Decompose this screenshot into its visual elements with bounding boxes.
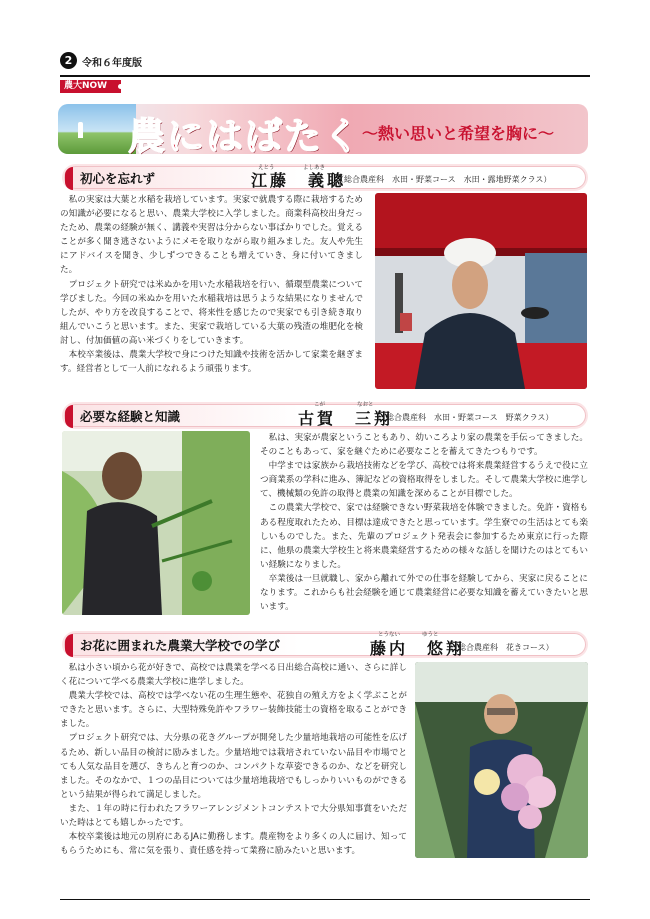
article-2-heading: 必要な経験と知識 — [80, 409, 181, 424]
article-3-body — [60, 661, 407, 858]
paragraph: 私は小さい頃から花が好きで、高校では農業を学べる日出総合高校に通い、さらに詳しく花について学べる農業大学校に進学しました。 — [60, 663, 407, 688]
paragraph: この農業大学校で、家では経験できない野菜栽培を体験できました。免許・資格もある程度取れたため、目標は達成できたと思っています。学生寮での生活はとても楽しいものでした。また、先輩のプロジェクト発表会に参加するため東京に行った際に、他県の農業大学校生と将来農業経営するための様々な話しを聞けたのはとてもいい経験になりました。 — [260, 503, 588, 570]
page-number: 2 — [60, 52, 77, 69]
page-subtitle: 〜熱い思いと希望を胸に〜 — [362, 124, 555, 143]
paragraph: 私の実家は大葉と水稲を栽培しています。実家で就農する際に栽培するための知識が必要になると思い、農業大学校に入学しました。商業科高校出身だったため、農業の経験が無く、講義や実習は分からない事ばかりでした。覚えることが多く聞き逃さないようにメモを取りながら取り組みました。友人や先生にアドバイスを聞き、少しずつできることも増えていき、身に付いてきました。 — [60, 195, 363, 276]
article-3-heading: お花に囲まれた農業大学校での学び — [80, 638, 281, 653]
section-tag-dot — [118, 84, 123, 89]
article-3-affiliation: （総合農産科 花きコース） — [450, 643, 554, 652]
paragraph: プロジェクト研究では米ぬかを用いた水稲栽培を行い、循環型農業について学びました。今回の米ぬかを用いた水稲栽培は思うような結果になりませんでしたが、やり方を改良することで、将来性を感じたので実家でも引き続き取り組んでいこうと思います。また、実家で栽培している大葉の残渣の堆肥化を検討し、付加価値の高い米づくりをしていきます。 — [60, 279, 363, 346]
article-3-author-name: 藤内 悠翔 — [370, 639, 466, 658]
article-2-affiliation: （総合農産科 水田・野菜コース 野菜クラス） — [378, 413, 554, 422]
paragraph: 中学までは家族から栽培技術などを学び、高校では将来農業経営するうえで役に立つ商業系の学科に進み、簿記などの資格取得をしました。そして農業大学校に進学して、機械類の免許の取得と農業の知識を深めることが目標でした。 — [260, 461, 588, 500]
article-2-ruby-family: こが — [314, 402, 326, 408]
article-1-photo — [375, 193, 587, 389]
article-2-body — [260, 431, 588, 614]
paragraph: プロジェクト研究では、大分県の花きグループが開発した少量培地栽培の可能性を広げるため、新しい品目の検討に励みました。少量培地では栽培されていない品目や市場でとても人気な品目を選び、きちんと育つのか、コンパクトな草姿できるのか、などを研究しました。そのなかで、１つの品目については少量培地栽培でもしっかりいいものができるという結果が得られて満足しました。 — [60, 733, 407, 800]
heading-tab — [65, 405, 73, 428]
article-1-heading: 初心を忘れず — [80, 171, 156, 186]
paragraph: 本校卒業後は地元の別府にあるJAに勤務します。農産物をより多くの人に届け、知ってもらうためにも、常に気を張り、責任感を持って業務に励みたいと思います。 — [60, 832, 407, 857]
landscape-image — [58, 104, 136, 154]
heading-tab — [65, 167, 73, 190]
article-3-photo — [415, 662, 588, 858]
article-3-ruby-given: ゆうと — [422, 632, 439, 638]
article-2-ruby-given: なおと — [357, 402, 374, 408]
paragraph: 本校卒業後は、農業大学校で身につけた知識や技術を活かして家業を継ぎます。経営者として一人前になれるよう頑張ります。 — [60, 350, 363, 375]
tractor-driver-image — [375, 193, 587, 389]
greenhouse-student-image — [62, 431, 250, 615]
heading-tab — [65, 634, 73, 657]
article-2-author-name: 古賀 三翔 — [298, 409, 394, 428]
paragraph: 農業大学校では、高校では学べない花の生理生態や、花独自の殖え方をよく学ぶことができたと思います。さらに、大型特殊免許やフラワー装飾技能士の資格を取ることができました。 — [60, 691, 407, 730]
article-1-affiliation: （総合農産科 水田・野菜コース 水田・露地野菜クラス） — [336, 175, 552, 184]
lighthouse-icon — [78, 122, 83, 138]
article-1-author-name: 江藤 義聰 — [251, 171, 347, 190]
page-title: 農にはばたく — [128, 114, 362, 158]
footer-rule — [60, 899, 590, 900]
paragraph: 卒業後は一旦就職し、家から離れて外での仕事を経験してから、実家に戻ることになります。これからも社会経験を通じて農業経営に必要な知識を蓄えていきたいと思います。 — [260, 573, 588, 613]
article-1-body — [60, 193, 363, 376]
paragraph: また、１年の時に行われたフラワーアレンジメントコンテストで大分県知事賞をいただいた時はとても嬉しかったです。 — [60, 803, 407, 829]
article-1-ruby-given: よしあき — [303, 165, 326, 171]
article-1-ruby-family: えとう — [258, 165, 275, 171]
header-rule — [60, 75, 590, 77]
section-tag: 農大NOW — [60, 80, 121, 93]
paragraph: 私は、実家が農家ということもあり、幼いころより家の農業を手伝ってきました。そのこともあって、家を継ぐために必要なことを蓄えてきたつもりです。 — [260, 433, 588, 458]
article-3-ruby-family: とうない — [378, 632, 401, 638]
article-2-photo — [62, 431, 250, 615]
flower-bouquet-student-image — [415, 662, 588, 858]
edition-label: 令和６年度版 — [82, 58, 142, 69]
